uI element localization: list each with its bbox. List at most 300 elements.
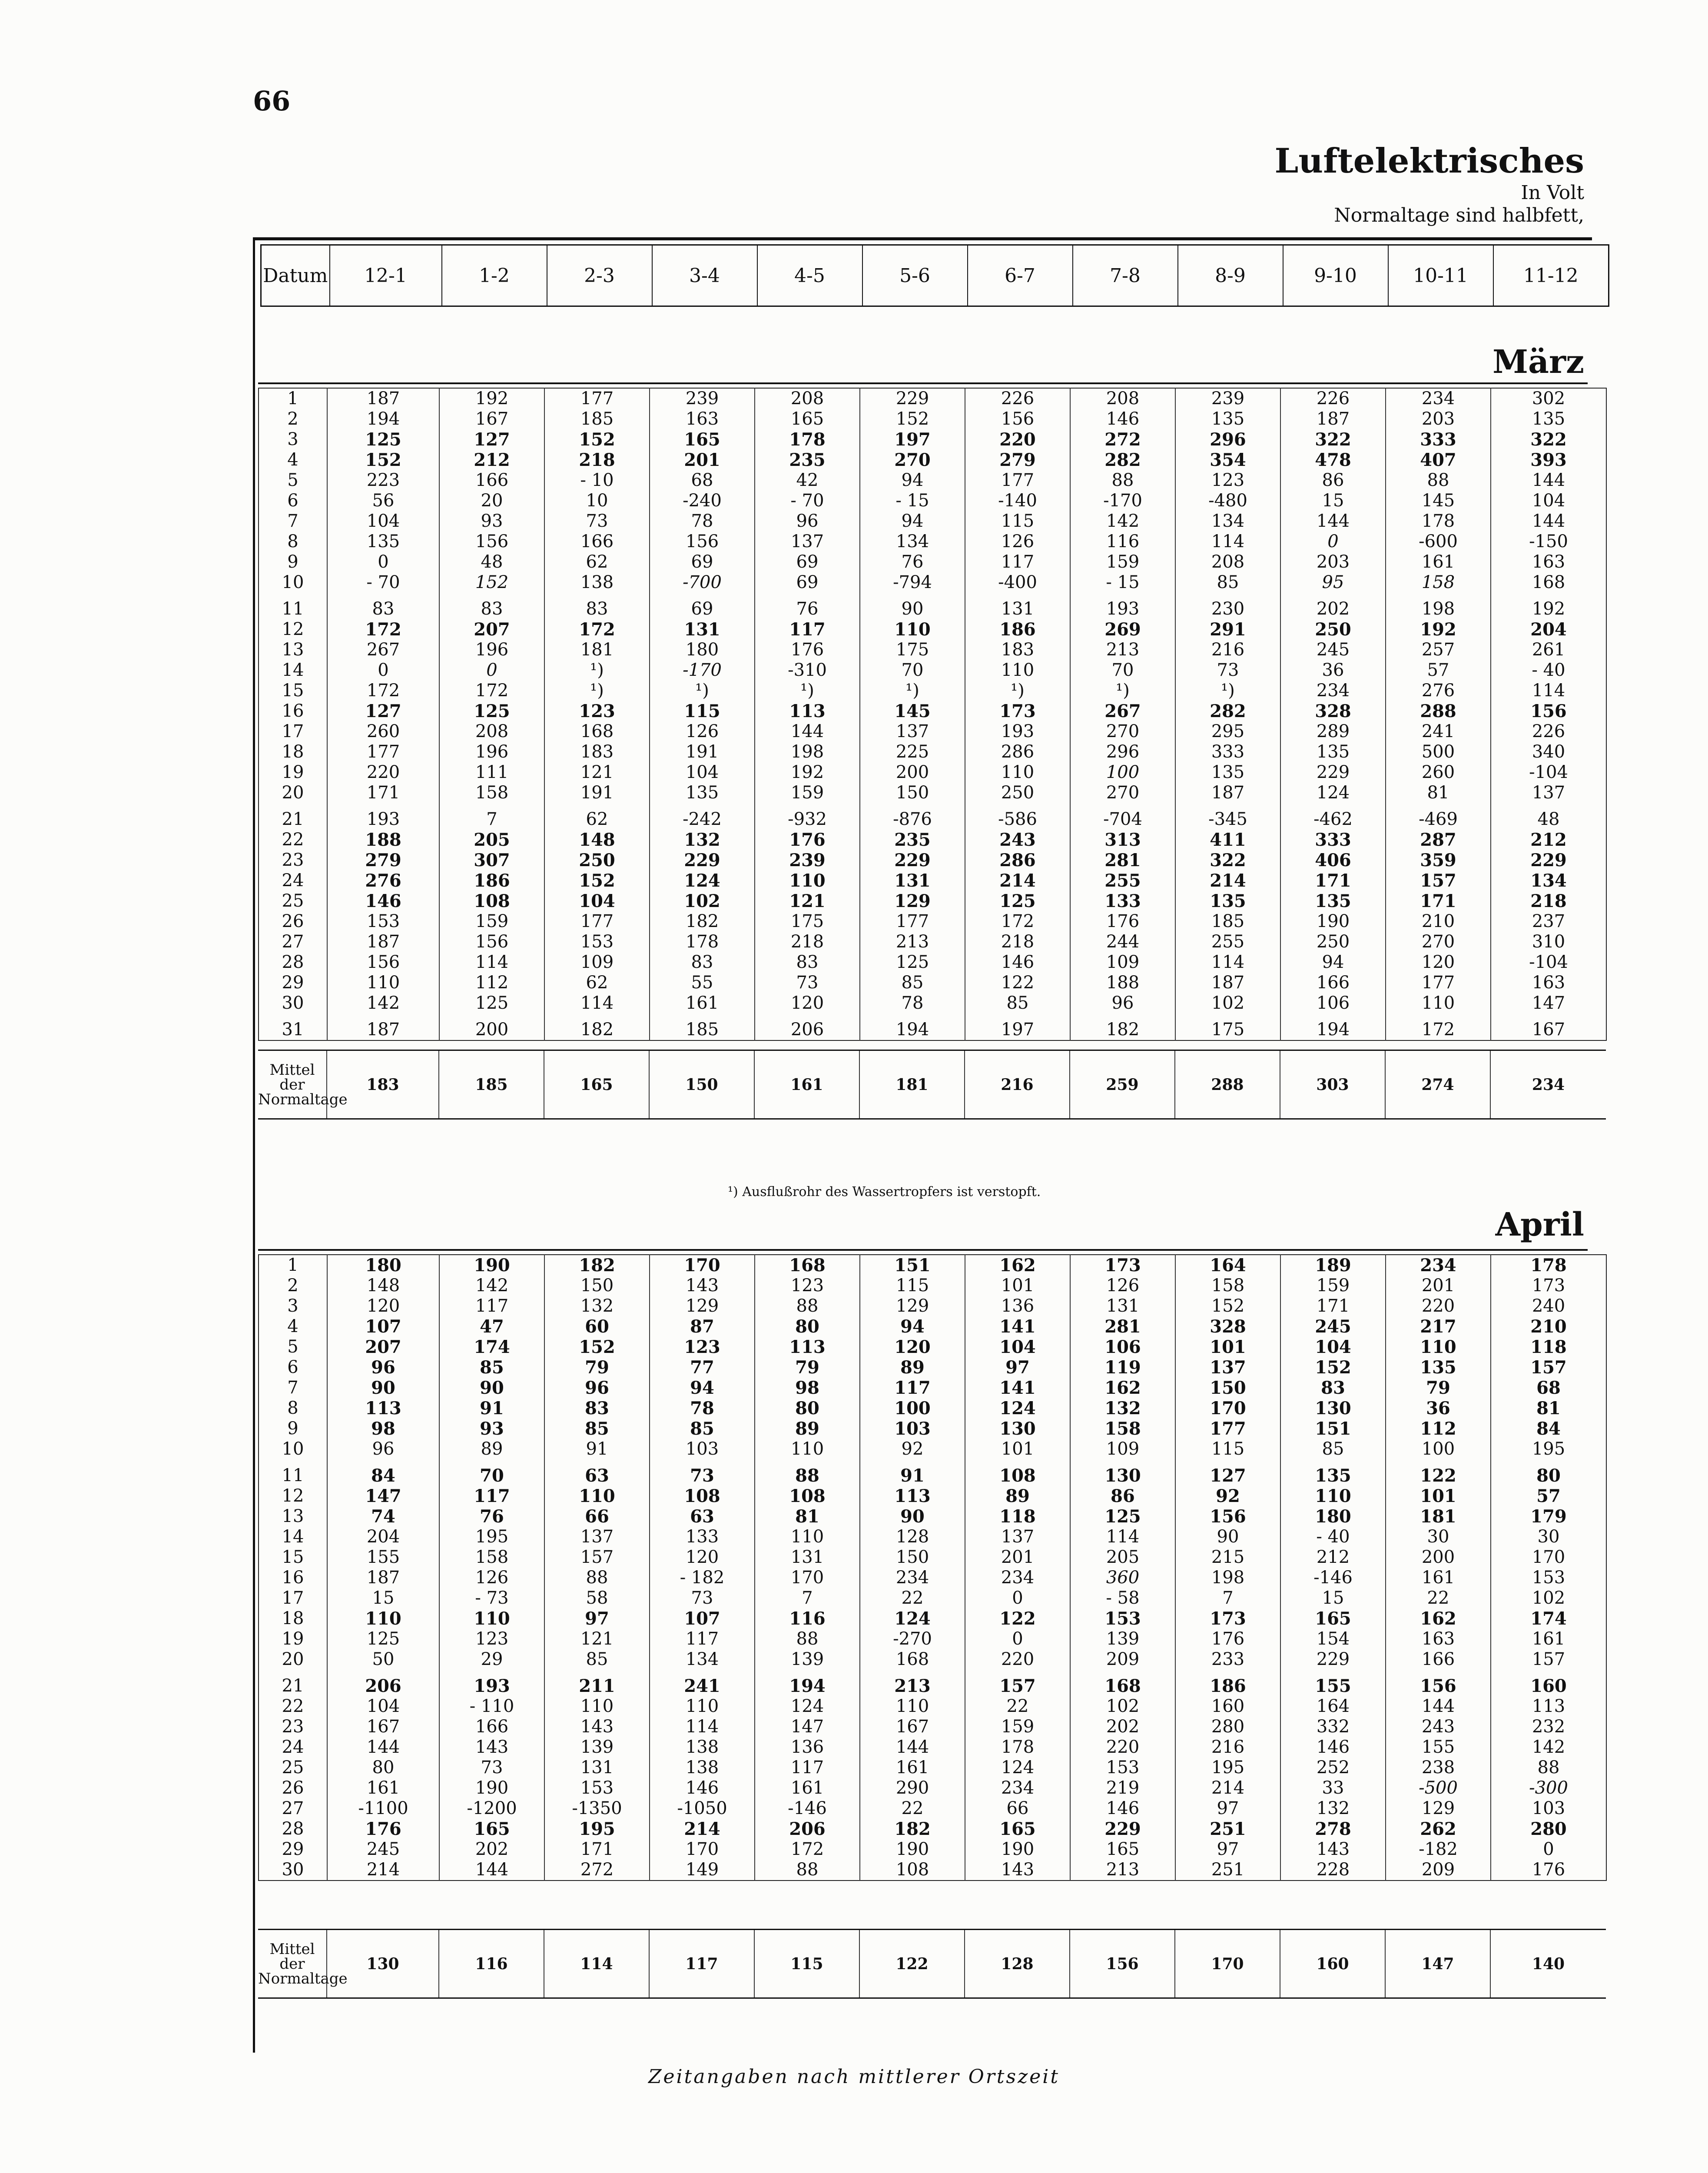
table-row <box>259 681 1606 701</box>
value-cell: -345 <box>1175 809 1280 830</box>
value-cell: 156 <box>1491 701 1606 721</box>
value-cell: 135 <box>1280 1465 1386 1486</box>
value-cell: 83 <box>327 599 439 619</box>
date-cell: 11 <box>282 1465 304 1485</box>
value-cell: 180 <box>650 640 755 660</box>
value-cell: 151 <box>1280 1419 1386 1439</box>
value-cell: 158 <box>1070 1419 1175 1439</box>
value-cell: 96 <box>327 1357 439 1378</box>
value-cell: 262 <box>1386 1819 1491 1839</box>
table-row <box>259 830 1606 850</box>
spacer-cell <box>259 803 327 809</box>
value-cell: 171 <box>544 1839 650 1860</box>
spacer-cell <box>544 803 650 809</box>
value-cell: 212 <box>439 450 544 470</box>
value-cell: 182 <box>860 1819 965 1839</box>
value-cell: 207 <box>327 1337 439 1357</box>
value-cell: 166 <box>439 470 544 491</box>
spacer-cell <box>259 1670 327 1676</box>
value-cell: ¹) <box>755 681 860 701</box>
value-cell: 94 <box>650 1378 755 1398</box>
value-cell: 90 <box>327 1378 439 1398</box>
value-cell: 113 <box>327 1398 439 1419</box>
value-cell: 0 <box>327 552 439 572</box>
spacer-cell <box>1175 593 1280 599</box>
value-cell: 102 <box>1070 1696 1175 1717</box>
spacer-cell <box>327 803 439 809</box>
value-cell: ¹) <box>1175 681 1280 701</box>
value-cell: 191 <box>544 783 650 803</box>
table-row <box>259 532 1606 552</box>
value-cell: - 15 <box>860 491 965 511</box>
value-cell: -480 <box>1175 491 1280 511</box>
date-cell: 13 <box>282 640 304 660</box>
date-cell: 10 <box>282 1439 304 1459</box>
value-cell: 218 <box>965 932 1070 952</box>
value-cell: 182 <box>544 1255 650 1276</box>
value-cell: 137 <box>1175 1357 1280 1378</box>
value-cell: 217 <box>1386 1316 1491 1337</box>
value-cell: 322 <box>1175 850 1280 871</box>
value-cell: 110 <box>965 762 1070 783</box>
value-cell: 110 <box>1386 993 1491 1013</box>
value-cell: 115 <box>965 511 1070 532</box>
value-cell: 56 <box>327 491 439 511</box>
date-cell: 23 <box>282 850 304 870</box>
value-cell: 209 <box>1070 1649 1175 1670</box>
value-cell: 131 <box>650 619 755 640</box>
value-cell: 124 <box>860 1608 965 1629</box>
value-cell: 168 <box>1070 1676 1175 1696</box>
value-cell: 66 <box>544 1506 650 1527</box>
value-cell: 83 <box>544 599 650 619</box>
date-cell: 6 <box>287 491 298 511</box>
spacer-cell <box>755 1459 860 1465</box>
value-cell: 124 <box>965 1758 1070 1778</box>
mean-value: 160 <box>1280 1930 1385 1998</box>
mean-value: 185 <box>439 1050 544 1119</box>
value-cell: 156 <box>439 532 544 552</box>
value-cell: 57 <box>1386 660 1491 681</box>
date-cell: 6 <box>287 1357 298 1377</box>
value-cell: 214 <box>327 1860 439 1881</box>
date-cell: 22 <box>282 830 304 850</box>
value-cell: 113 <box>755 1337 860 1357</box>
value-cell: 94 <box>860 1316 965 1337</box>
value-cell: 91 <box>544 1439 650 1459</box>
value-cell: 211 <box>544 1676 650 1696</box>
spacer-cell <box>755 593 860 599</box>
value-cell: 172 <box>1386 1020 1491 1040</box>
value-cell: 193 <box>439 1676 544 1696</box>
mean-value: 147 <box>1385 1930 1490 1998</box>
value-cell: 132 <box>1070 1398 1175 1419</box>
value-cell: 153 <box>544 932 650 952</box>
value-cell: 122 <box>1386 1465 1491 1486</box>
value-cell: 232 <box>1491 1717 1606 1737</box>
value-cell: 141 <box>965 1378 1070 1398</box>
mean-value: 116 <box>439 1930 544 1998</box>
spacer-cell <box>327 1670 439 1676</box>
table-row <box>259 491 1606 511</box>
value-cell: 110 <box>755 1439 860 1459</box>
value-cell: 212 <box>1491 830 1606 850</box>
table-row <box>259 762 1606 783</box>
value-cell: 110 <box>650 1696 755 1717</box>
value-cell: 148 <box>327 1276 439 1296</box>
value-cell: 126 <box>650 721 755 742</box>
value-cell: 132 <box>650 830 755 850</box>
mean-value: 274 <box>1385 1050 1490 1119</box>
value-cell: 229 <box>650 850 755 871</box>
value-cell: -1100 <box>327 1798 439 1819</box>
table-row <box>259 1419 1606 1439</box>
table-row <box>259 1486 1606 1506</box>
table-row <box>259 891 1606 911</box>
value-cell: 111 <box>439 762 544 783</box>
value-cell: 161 <box>327 1778 439 1798</box>
value-cell: 144 <box>1280 511 1386 532</box>
value-cell: 159 <box>755 783 860 803</box>
date-cell: 19 <box>282 1629 304 1649</box>
value-cell: 172 <box>439 681 544 701</box>
value-cell: 177 <box>860 911 965 932</box>
value-cell: 102 <box>1491 1588 1606 1608</box>
value-cell: 226 <box>965 388 1070 409</box>
value-cell: -600 <box>1386 532 1491 552</box>
mean-value: 303 <box>1280 1050 1385 1119</box>
value-cell: 156 <box>327 952 439 973</box>
value-cell: 90 <box>1175 1527 1280 1547</box>
value-cell: 97 <box>544 1608 650 1629</box>
value-cell: 204 <box>327 1527 439 1547</box>
date-cell: 1 <box>287 389 298 409</box>
table-row <box>259 511 1606 532</box>
month-title-april: April <box>1495 1206 1584 1243</box>
value-cell: 229 <box>1280 762 1386 783</box>
value-cell: 128 <box>860 1527 965 1547</box>
value-cell: 110 <box>755 1527 860 1547</box>
date-cell: 18 <box>282 742 304 762</box>
value-cell: 88 <box>755 1629 860 1649</box>
value-cell: 181 <box>544 640 650 660</box>
value-cell: ¹) <box>1070 681 1175 701</box>
date-cell: 24 <box>282 1737 304 1757</box>
mean-row <box>258 1050 1606 1119</box>
value-cell: -310 <box>755 660 860 681</box>
column-header-hour: 7-8 <box>1073 245 1178 306</box>
value-cell: 183 <box>544 742 650 762</box>
value-cell: 78 <box>650 1398 755 1419</box>
spacer-cell <box>439 1459 544 1465</box>
value-cell: 15 <box>327 1588 439 1608</box>
value-cell: 110 <box>965 660 1070 681</box>
value-cell: 173 <box>1175 1608 1280 1629</box>
value-cell: 134 <box>1175 511 1280 532</box>
value-cell: 360 <box>1070 1568 1175 1588</box>
value-cell: 84 <box>327 1465 439 1486</box>
value-cell: 208 <box>439 721 544 742</box>
value-cell: 296 <box>1175 429 1280 450</box>
value-cell: 234 <box>965 1778 1070 1798</box>
value-cell: 84 <box>1491 1419 1606 1439</box>
value-cell: - 58 <box>1070 1588 1175 1608</box>
date-cell: 25 <box>282 1758 304 1778</box>
value-cell: 103 <box>860 1419 965 1439</box>
column-header-hour: 6-7 <box>968 245 1073 306</box>
value-cell: 260 <box>1386 762 1491 783</box>
value-cell: 220 <box>1386 1296 1491 1316</box>
value-cell: 185 <box>1175 911 1280 932</box>
value-cell: 90 <box>860 1506 965 1527</box>
value-cell: 139 <box>544 1737 650 1758</box>
value-cell: 126 <box>439 1568 544 1588</box>
value-cell: 70 <box>439 1465 544 1486</box>
mean-value: 156 <box>1070 1930 1175 1998</box>
value-cell: 141 <box>965 1316 1070 1337</box>
value-cell: 161 <box>755 1778 860 1798</box>
mean-value: 181 <box>859 1050 965 1119</box>
value-cell: 0 <box>327 660 439 681</box>
spacer-cell <box>1491 593 1606 599</box>
page-title: Luftelektrisches <box>1274 141 1584 181</box>
value-cell: 152 <box>544 1337 650 1357</box>
value-cell: 171 <box>327 783 439 803</box>
value-cell: 188 <box>327 830 439 850</box>
value-cell: 96 <box>327 1439 439 1459</box>
table-row <box>259 742 1606 762</box>
value-cell: 68 <box>650 470 755 491</box>
spacer-cell <box>327 1013 439 1020</box>
value-cell: 77 <box>650 1357 755 1378</box>
value-cell: 162 <box>1386 1608 1491 1629</box>
spacer-cell <box>1070 1459 1175 1465</box>
value-cell: 125 <box>965 891 1070 911</box>
value-cell: 196 <box>439 742 544 762</box>
value-cell: 182 <box>544 1020 650 1040</box>
value-cell: 197 <box>965 1020 1070 1040</box>
value-cell: 171 <box>1280 1296 1386 1316</box>
value-cell: 96 <box>1070 993 1175 1013</box>
table-row <box>259 1839 1606 1860</box>
value-cell: 189 <box>1280 1255 1386 1276</box>
value-cell: 161 <box>1386 552 1491 572</box>
value-cell: 158 <box>1386 572 1491 593</box>
value-cell: 192 <box>439 388 544 409</box>
value-cell: 134 <box>860 532 965 552</box>
value-cell: 187 <box>327 1020 439 1040</box>
value-cell: 198 <box>755 742 860 762</box>
spacer-cell <box>1280 1459 1386 1465</box>
spacer-cell <box>327 1459 439 1465</box>
spacer-cell <box>544 1459 650 1465</box>
table-row <box>259 450 1606 470</box>
spacer-cell <box>860 593 965 599</box>
table-header <box>260 244 1609 307</box>
table-row <box>259 1547 1606 1568</box>
value-cell: 112 <box>439 973 544 993</box>
value-cell: 114 <box>1175 532 1280 552</box>
spacer-cell <box>259 1013 327 1020</box>
value-cell: 244 <box>1070 932 1175 952</box>
value-cell: 218 <box>755 932 860 952</box>
value-cell: 110 <box>860 1696 965 1717</box>
value-cell: - 40 <box>1280 1527 1386 1547</box>
spacer-cell <box>1070 593 1175 599</box>
value-cell: 89 <box>860 1357 965 1378</box>
value-cell: ¹) <box>965 681 1070 701</box>
date-cell: 25 <box>282 891 304 911</box>
value-cell: 272 <box>1070 429 1175 450</box>
value-cell: 115 <box>1175 1439 1280 1459</box>
value-cell: 239 <box>755 850 860 871</box>
value-cell: 102 <box>650 891 755 911</box>
value-cell: 276 <box>1386 681 1491 701</box>
value-cell: 139 <box>1070 1629 1175 1649</box>
spacer-cell <box>965 1459 1070 1465</box>
value-cell: 98 <box>755 1378 860 1398</box>
value-cell: 176 <box>1175 1629 1280 1649</box>
value-cell: 145 <box>860 701 965 721</box>
value-cell: 114 <box>1175 952 1280 973</box>
value-cell: 142 <box>439 1276 544 1296</box>
value-cell: 113 <box>860 1486 965 1506</box>
spacer-cell <box>544 1670 650 1676</box>
value-cell: 156 <box>650 532 755 552</box>
value-cell: 63 <box>544 1465 650 1486</box>
value-cell: 286 <box>965 742 1070 762</box>
value-cell: 142 <box>1070 511 1175 532</box>
value-cell: 110 <box>1280 1486 1386 1506</box>
value-cell: 255 <box>1175 932 1280 952</box>
value-cell: 138 <box>650 1758 755 1778</box>
value-cell: 69 <box>650 552 755 572</box>
value-cell: 201 <box>965 1547 1070 1568</box>
value-cell: 125 <box>439 993 544 1013</box>
value-cell: 121 <box>544 762 650 783</box>
value-cell: 175 <box>755 911 860 932</box>
value-cell: 155 <box>327 1547 439 1568</box>
value-cell: 129 <box>1386 1798 1491 1819</box>
value-cell: 81 <box>755 1506 860 1527</box>
value-cell: 158 <box>439 783 544 803</box>
value-cell: 136 <box>755 1737 860 1758</box>
value-cell: 73 <box>755 973 860 993</box>
date-cell: 15 <box>282 681 304 701</box>
value-cell: 172 <box>544 619 650 640</box>
value-cell: 103 <box>650 1439 755 1459</box>
value-cell: -704 <box>1070 809 1175 830</box>
table-row <box>259 1588 1606 1608</box>
value-cell: 171 <box>1386 891 1491 911</box>
value-cell: 93 <box>439 511 544 532</box>
column-header-hour: 9-10 <box>1283 245 1388 306</box>
value-cell: 114 <box>1070 1527 1175 1547</box>
value-cell: 393 <box>1491 450 1606 470</box>
value-cell: 76 <box>860 552 965 572</box>
value-cell: 110 <box>544 1696 650 1717</box>
value-cell: 135 <box>1491 409 1606 429</box>
value-cell: 243 <box>1386 1717 1491 1737</box>
spacer-cell <box>755 803 860 809</box>
value-cell: 142 <box>327 993 439 1013</box>
value-cell: 146 <box>327 891 439 911</box>
value-cell: 104 <box>650 762 755 783</box>
table-row <box>259 1316 1606 1337</box>
value-cell: 104 <box>1491 491 1606 511</box>
value-cell: 167 <box>860 1717 965 1737</box>
value-cell: 172 <box>327 619 439 640</box>
value-cell: 150 <box>860 783 965 803</box>
value-cell: 214 <box>650 1819 755 1839</box>
value-cell: 239 <box>1175 388 1280 409</box>
value-cell: 81 <box>1386 783 1491 803</box>
spacer-cell <box>259 1459 327 1465</box>
value-cell: 153 <box>1070 1608 1175 1629</box>
mean-row-table <box>258 1050 1606 1120</box>
value-cell: 123 <box>650 1337 755 1357</box>
value-cell: 121 <box>544 1629 650 1649</box>
value-cell: 104 <box>1280 1337 1386 1357</box>
value-cell: 187 <box>1280 409 1386 429</box>
table-row <box>259 1020 1606 1040</box>
value-cell: 30 <box>1386 1527 1491 1547</box>
spacer-cell <box>1280 1013 1386 1020</box>
value-cell: 83 <box>439 599 544 619</box>
value-cell: 143 <box>650 1276 755 1296</box>
value-cell: 164 <box>1175 1255 1280 1276</box>
value-cell: 146 <box>1070 1798 1175 1819</box>
value-cell: 80 <box>327 1758 439 1778</box>
value-cell: 88 <box>1070 470 1175 491</box>
value-cell: 135 <box>1175 891 1280 911</box>
value-cell: -182 <box>1386 1839 1491 1860</box>
value-cell: -794 <box>860 572 965 593</box>
value-cell: 152 <box>860 409 965 429</box>
value-cell: 192 <box>1491 599 1606 619</box>
date-cell: 12 <box>282 619 304 639</box>
date-cell: 26 <box>282 911 304 931</box>
value-cell: 123 <box>544 701 650 721</box>
spacer-cell <box>1491 1459 1606 1465</box>
value-cell: 233 <box>1175 1649 1280 1670</box>
value-cell: 146 <box>965 952 1070 973</box>
value-cell: 117 <box>755 1758 860 1778</box>
value-cell: -400 <box>965 572 1070 593</box>
spacer-cell <box>965 803 1070 809</box>
spacer-cell <box>650 1013 755 1020</box>
value-cell: 97 <box>965 1357 1070 1378</box>
value-cell: 354 <box>1175 450 1280 470</box>
value-cell: 290 <box>860 1778 965 1798</box>
value-cell: 213 <box>1070 1860 1175 1881</box>
date-cell: 26 <box>282 1778 304 1798</box>
value-cell: 76 <box>755 599 860 619</box>
value-cell: 152 <box>544 429 650 450</box>
value-cell: 126 <box>1070 1276 1175 1296</box>
value-cell: 478 <box>1280 450 1386 470</box>
value-cell: 229 <box>1070 1819 1175 1839</box>
date-cell: 4 <box>287 450 298 470</box>
date-cell: 1 <box>287 1255 298 1275</box>
value-cell: 155 <box>1280 1676 1386 1696</box>
value-cell: 152 <box>1175 1296 1280 1316</box>
value-cell: 161 <box>860 1758 965 1778</box>
value-cell: 125 <box>327 1629 439 1649</box>
value-cell: 47 <box>439 1316 544 1337</box>
value-cell: 252 <box>1280 1758 1386 1778</box>
value-cell: 137 <box>1491 783 1606 803</box>
